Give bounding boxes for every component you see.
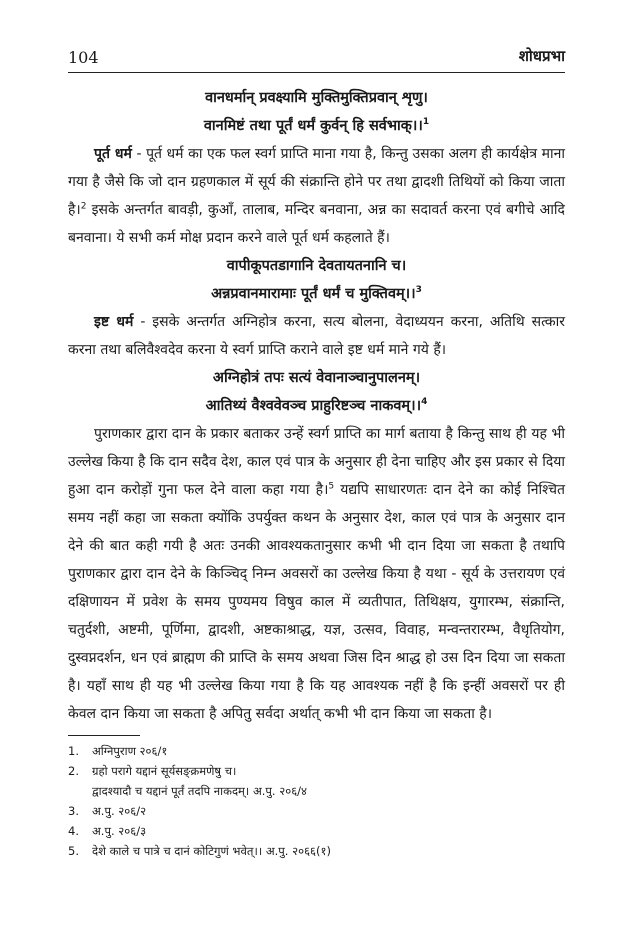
term-ishta-dharma: इष्ट धर्म xyxy=(94,314,134,330)
paragraph-dana-occasions xyxy=(68,420,565,728)
footnote-text: द्वादश्यादौ च यद्दानं पूर्तं तदपि नाकदम्। अ.पु. २०६/४ xyxy=(92,784,308,798)
paragraph-3-text-a: पुराणकार द्वारा दान के प्रकार बताकर उन्हें स्वर्ग प्राप्ति का मार्ग बताया है किन्तु साथ ही यह भी उल्लेख किया है कि दान सदैव देश, काल एवं पात्र के अनुसार ही देना चाहिए और इस प्रकार से दिया हुआ दान करोड़ों गुना फल देने वाला कहा गया है। xyxy=(68,426,566,498)
verse-2-line-2 xyxy=(68,280,565,308)
verse-2-footnote-ref: 3 xyxy=(415,285,422,296)
footnote-rule xyxy=(68,735,140,736)
paragraph-purta-dharma xyxy=(68,140,565,252)
paragraph-ishta-dharma xyxy=(68,308,565,364)
page-body xyxy=(68,84,565,728)
footnote-item xyxy=(68,801,565,821)
footnote-text: अ.पु. २०६/३ xyxy=(92,824,147,838)
verse-3-line-2 xyxy=(68,392,565,420)
verse-3-line-1: अग्निहोत्रं तपः सत्यं वेवानाञ्चानुपालनम्। xyxy=(212,370,421,386)
header-rule xyxy=(68,72,565,73)
verse-2-text: अन्नप्रवानमारामाः पूर्तं धर्मं च मुक्तिवम्।। xyxy=(211,286,416,302)
footnote-item xyxy=(68,761,565,781)
footnote-item xyxy=(68,781,565,801)
running-head: शोधप्रभा xyxy=(518,47,565,65)
page-header xyxy=(68,44,565,70)
paragraph-1-text-a: - पूर्त धर्म का एक फल स्वर्ग प्राप्ति माना गया है, किन्तु उसका अलग ही कार्यक्षेत्र माना गया है जैसे कि जो दान ग्रहणकाल में सूर्य की संक्रान्ति होने पर तथा द्वादशी तिथियों को किया जाता है। xyxy=(68,146,565,218)
page-number: 104 xyxy=(68,48,99,67)
footnotes xyxy=(68,741,565,861)
footnote-text: अग्निपुराण २०६/१ xyxy=(92,744,168,758)
verse-2-line-1: वापीकूपतडागानि देवतायतनानि च। xyxy=(226,258,407,274)
term-purta-dharma: पूर्त धर्म xyxy=(94,146,132,162)
footnote-text: अ.पु. २०६/२ xyxy=(92,804,147,818)
footnote-text: ग्रहो परागे यद्दानं सूर्यसङ्क्रमणेषु च। xyxy=(92,764,237,778)
paragraph-3-text-b: यद्यपि साधारणतः दान देने का कोई निश्चित समय नहीं कहा जा सकता क्योंकि उपर्युक्त कथन के अनुसार देश, काल एवं पात्र के अनुसार दान देने की बात कही गयी है अतः उनकी आवश्यकतानुसार कभी भी दान दिया जा सकता है तथापि पुराणकार द्वारा दान देने के किञ्चिद् निम्न अवसरों का उल्लेख किया है यथा - सूर्य के उत्तरायण एवं दक्षिणायन में प्रवेश के समय पुण्यमय विषुव काल में व्यतीपात, तिथिक्षय, युगारम्भ, संक्रान्ति, चतुर्दशी, अष्टमी, पूर्णिमा, द्वादशी, अष्टकाश्राद्ध, यज्ञ, उत्सव, विवाह, मन्वन्तरारम्भ, वैधृतियोग, दुस्वप्नदर्शन, धन एवं ब्राह्मण की प्राप्ति के समय अथवा जिस दिन श्राद्ध हो उस दिन दिया जा सकता है। यहाँ साथ ही यह भी उल्लेख किया गया है कि यह आवश्यक नहीं है कि इन्हीं अवसरों पर ही केवल दान किया जा सकता है अपितु सर्वदा अर्थात् कभी भी दान किया जा सकता है। xyxy=(68,482,565,722)
footnote-text: देशे काले च पात्रे च दानं कोटिगुणं भवेत्।। अ.पु. २०६६(१) xyxy=(92,844,331,858)
verse-1-footnote-ref: 1 xyxy=(422,117,430,128)
paragraph-1-text-b: इसके अन्तर्गत बावड़ी, कुआँ, तालाब, मन्दिर बनवाना, अन्न का सदावर्त करना एवं बगीचे आदि बनवाना। ये सभी कर्म मोक्ष प्रदान करने वाले पूर्त धर्म कहलाते हैं। xyxy=(68,202,565,246)
footnote-item xyxy=(68,741,565,761)
footnote-number: 5. xyxy=(68,844,79,858)
verse-3-footnote-ref: 4 xyxy=(421,397,428,408)
footnote-number: 4. xyxy=(68,824,79,838)
footnote-number: 3. xyxy=(68,804,79,818)
paragraph-3-footnote-ref: 5 xyxy=(328,481,335,492)
verse-3-text: आतिथ्यं वैश्ववेवञ्च प्राहुरिष्टञ्च नाकवम्।। xyxy=(205,398,422,414)
footnote-number: 1. xyxy=(68,744,79,758)
verse-1-text: वानमिष्टं तथा पूर्तं धर्मं कुर्वन् हि सर्वभाक्।। xyxy=(203,118,423,134)
verse-1-line-2 xyxy=(68,112,565,140)
footnote-number: 2. xyxy=(68,764,79,778)
paragraph-1-footnote-ref: 2 xyxy=(80,201,87,212)
verse-1-line-1: वानधर्मान् प्रवक्ष्यामि मुक्तिमुक्तिप्रवान् शृणु। xyxy=(205,90,428,106)
paragraph-2-text: - इसके अन्तर्गत अग्निहोत्र करना, सत्य बोलना, वेदाध्ययन करना, अतिथि सत्कार करना तथा बलिवैश्वदेव करना ये स्वर्ग प्राप्ति कराने वाले इष्ट धर्म माने गये हैं। xyxy=(68,314,565,358)
footnote-item xyxy=(68,821,565,841)
footnote-item xyxy=(68,841,565,861)
